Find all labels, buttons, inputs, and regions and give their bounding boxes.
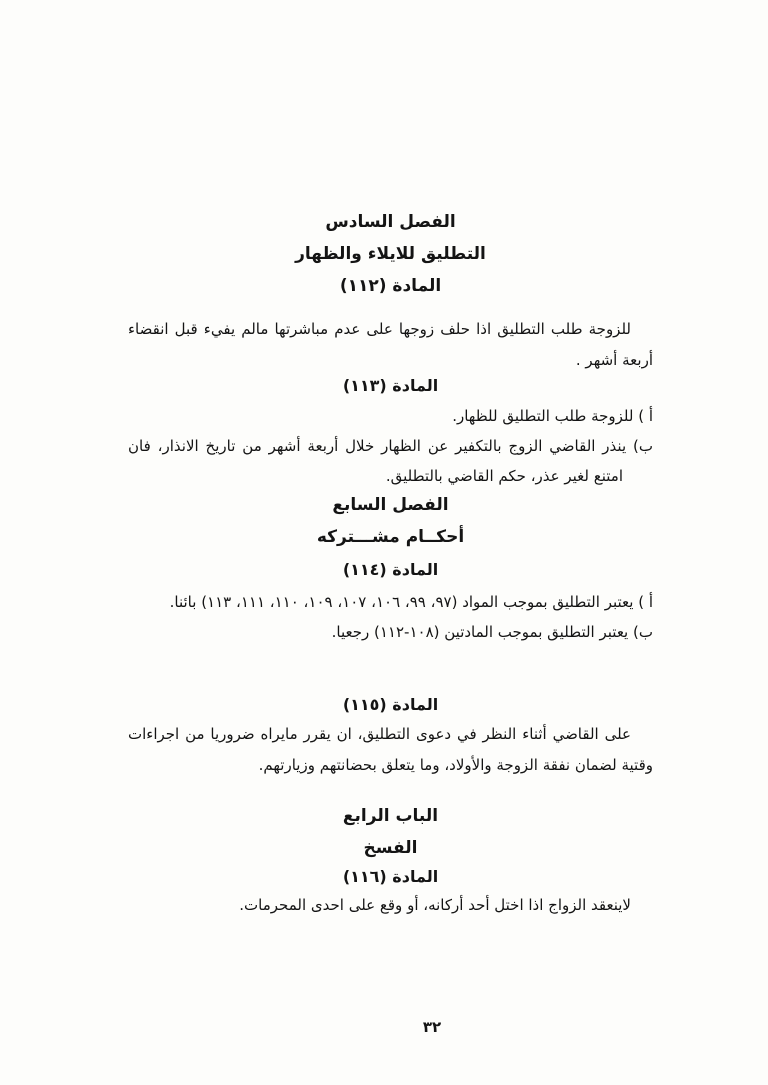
chapter-seven-title: الفصل السابع [332,495,449,515]
article-115-heading: المادة (١١٥) [342,695,439,714]
article-113-items [128,401,653,491]
list-item-text: يعتبر التطليق بموجب المادتين (١٠٨-١١٢) رجعيا. [331,623,629,641]
article-112-heading: المادة (١١٢) [339,276,442,296]
list-marker-b: ب) [628,623,653,641]
list-marker-a: أ ) [633,407,653,425]
article-113-heading: المادة (١١٣) [342,376,439,395]
list-item [128,401,653,431]
list-item [128,431,653,491]
article-116-heading: المادة (١١٦) [342,867,439,886]
list-item-text: ينذر القاضي الزوج بالتكفير عن الظهار خلال أربعة أشهر من تاريخ الانذار، فان امتنع لغير عذر، حكم القاضي بالتطليق. [128,437,627,485]
article-115-body: على القاضي أثناء النظر في دعوى التطليق، ان يقرر مايراه ضروريا من اجراءات وقتية لضمان نفقة الزوجة والأولاد، وما يتعلق بحضانتهم وزيارتهم. [128,725,653,774]
list-item-text: يعتبر التطليق بموجب المواد (٩٧، ٩٩، ١٠٦، ١٠٧، ١٠٩، ١١٠، ١١١، ١١٣) بائنا. [169,593,634,611]
part-four-subtitle: الفسخ [363,838,418,858]
article-114-items [128,587,653,647]
list-item [128,617,653,647]
part-four-heading-block [128,800,653,864]
part-four-title: الباب الرابع [342,806,439,826]
list-item [128,587,653,617]
chapter-six-title: الفصل السادس [325,212,456,232]
article-114-heading: المادة (١١٤) [342,560,439,579]
article-116-body: لاينعقد الزواج اذا اختل أحد أركانه، أو وقع على احدى المحرمات. [239,896,631,914]
chapter-seven-heading-block [128,489,653,553]
article-112-body: للزوجة طلب التطليق اذا حلف زوجها على عدم مباشرتها مالم يفيء قبل انقضاء أربعة أشهر . [128,320,653,369]
list-marker-b: ب) [626,437,653,455]
list-item-text: للزوجة طلب التطليق للظهار. [452,407,634,425]
chapter-seven-subtitle: أحكــام مشـــتركه [316,527,465,547]
chapter-six-subtitle: التطليق للايلاء والظهار [295,244,486,264]
list-marker-a: أ ) [633,593,653,611]
page-number: ٣٢ [422,1018,442,1036]
chapter-six-heading-block [128,206,653,302]
